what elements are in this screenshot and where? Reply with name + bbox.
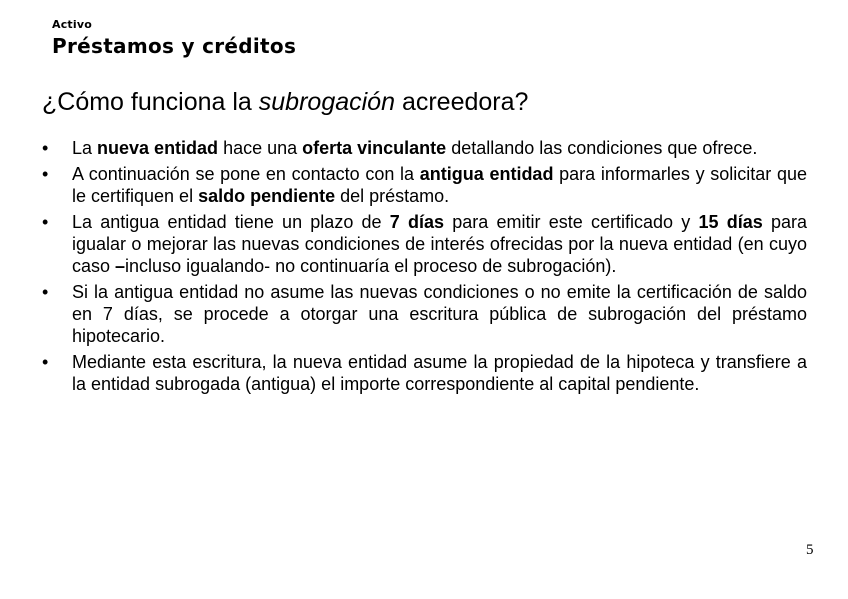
text-run: incluso igualando- no continuaría el proceso de subrogación). — [125, 256, 617, 276]
slide-title-start: ¿Cómo funciona la — [42, 88, 259, 116]
bullet-item — [42, 351, 807, 395]
section-title: Préstamos y créditos — [52, 34, 297, 58]
bullet-marker: • — [42, 212, 49, 232]
text-run-bold: 7 días — [389, 212, 445, 232]
text-run: para informarles y solicitar que le certifiquen el — [72, 164, 807, 206]
slide-title-emphasis: subrogación — [258, 88, 395, 116]
bullet-marker: • — [42, 164, 49, 184]
text-run: A continuación se pone en contacto con la — [72, 164, 420, 184]
page-number: 5 — [806, 542, 814, 558]
bullet-marker: • — [42, 282, 49, 302]
text-run: hace una — [218, 138, 303, 158]
bullet-text — [72, 352, 807, 394]
bullet-text — [72, 138, 757, 158]
text-run: La antigua entidad tiene un plazo de — [72, 212, 390, 232]
text-run-bold: saldo pendiente — [198, 186, 336, 206]
text-run-bold: nueva entidad — [97, 138, 219, 158]
slide-title-end: acreedora? — [395, 88, 529, 116]
bullet-marker: • — [42, 138, 49, 158]
bullet-marker: • — [42, 352, 49, 372]
text-run: La — [72, 138, 98, 158]
bullet-list — [42, 137, 807, 399]
bullet-item — [42, 211, 807, 277]
text-run-bold: antigua entidad — [419, 164, 554, 184]
text-run: del préstamo. — [335, 186, 450, 206]
text-run: Si la antigua entidad no asume las nuevas condiciones o no emite la certificación de saldo en 7 días, se procede a otorgar una escritura pública de subrogación del préstamo hipotecario. — [72, 282, 807, 346]
bullet-item — [42, 281, 807, 347]
text-run: detallando las condiciones que ofrece. — [446, 138, 758, 158]
bullet-item — [42, 137, 807, 159]
bullet-text — [72, 212, 807, 276]
bullet-text — [72, 164, 807, 206]
text-run: para emitir este certificado y — [444, 212, 699, 232]
text-run-bold: oferta vinculante — [302, 138, 447, 158]
slide-title — [42, 86, 528, 118]
text-run-bold: 15 días — [698, 212, 763, 232]
section-label: Activo — [52, 18, 92, 31]
text-run: para igualar o mejorar las nuevas condiciones de interés ofrecidas por la nueva entidad (en cuyo caso — [72, 212, 807, 276]
bullet-item — [42, 163, 807, 207]
bullet-text — [72, 282, 807, 346]
text-run-bold: – — [115, 256, 126, 276]
text-run: Mediante esta escritura, la nueva entidad asume la propiedad de la hipoteca y transfiere a la entidad subrogada (antigua) el importe correspondiente al capital pendiente. — [72, 352, 807, 394]
